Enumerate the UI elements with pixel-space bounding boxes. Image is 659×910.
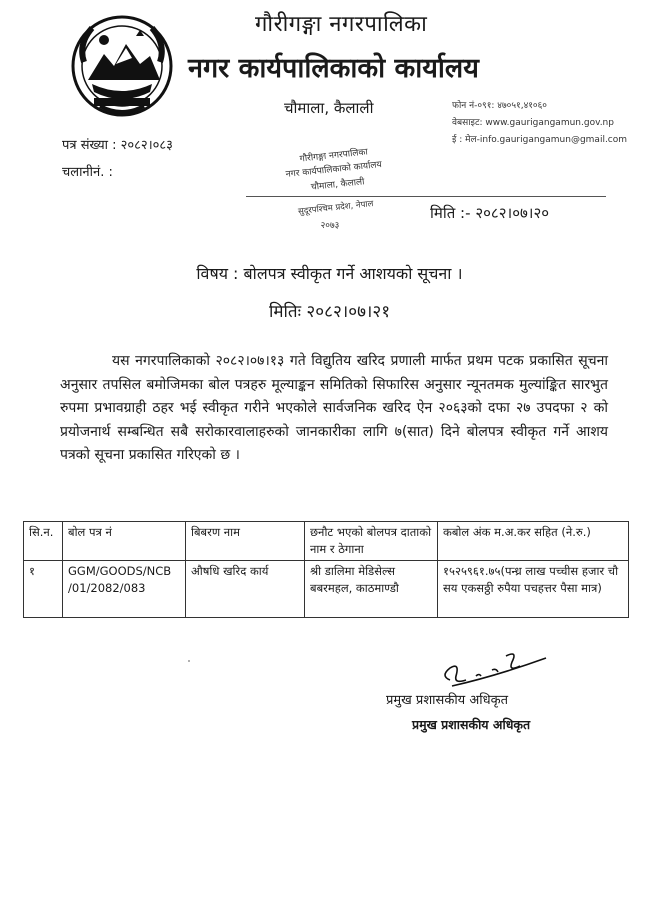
header-bid-number: बोल पत्र नं [63,522,186,561]
office-location: चौमाला, कैलाली [284,99,374,117]
stamp-line-4: सुदूरपश्चिम प्रदेश, नेपाल [297,199,374,217]
website-link[interactable]: वेबसाइट: www.gaurigangamun.gov.np [452,118,614,128]
notice-body: यस नगरपालिकाको २०८२।०७।१३ गते विद्युतिय खरिद प्रणाली मार्फत प्रथम पटक प्रकासित सूचना अनुसार तपसिल बमोजिमका बोल पत्रहरु मूल्याङ्कन समितिको सिफारिस अनुसार न्यूनतमक मुल्यांङ्कित सारभुत रुपमा प्रभावग्राही ठहर भई स्वीकृत गरीने भएकोले सार्वजनिक खरिद ऐन २०६३को दफा २७ उपदफा २ को प्रयोजनार्थ सम्बन्धित सबै सरोकारवालाहरुको जानकारीका लागि ७(सात) दिने बोलपत्र स्वीकृत गर्ने आशय पत्रको सूचना प्रकासित गरिएको छ । [60,353,608,464]
bid-table [23,521,629,618]
letter-date [430,203,549,223]
municipality-emblem-logo [70,14,174,118]
notice-date: मितिः २०८२।०७।२१ [268,302,391,322]
header-bidder: छनौट भएको बोलपत्र दाताको नाम र ठेगाना [305,522,438,561]
date-label: मिति :- [430,204,471,222]
header-divider [246,196,606,197]
header-serial: सि.न. [24,522,63,561]
stamp-line-1: गौरीगङ्गा नगरपालिका [299,147,369,165]
email-address[interactable]: ई : मेल-info.gaurigangamun@gmail.com [452,135,628,145]
table-header-row [24,522,629,561]
reference-label: पत्र संख्या : [62,138,117,153]
signatory-seal: प्रमुख प्रशासकीय अधिकृत [412,717,531,732]
office-stamp [276,142,394,234]
cell-bid-number: GGM/GOODS/NCB /01/2082/083 [63,561,186,618]
signatory-title: प्रमुख प्रशासकीय अधिकृत [386,693,509,708]
municipality-name: गौरीगङ्गा नगरपालिका [255,12,428,37]
header-description: बिबरण नाम [186,522,305,561]
cell-serial: १ [24,561,63,618]
cell-description: औषधि खरिद कार्य [186,561,305,618]
stamp-line-2: नगर कार्यपालिकाको कार्यालय [285,159,383,181]
notice-subject: विषय : बोलपत्र स्वीकृत गर्ने आशयको सूचना । [196,264,463,283]
header-amount: कबोल अंक म.अ.कर सहित (ने.रु.) [438,522,629,561]
signature [436,646,556,690]
cell-amount: १५२५९६१.७५(पन्ध्र लाख पच्चीस हजार चौ सय एकसठ्ठी रुपैया पचहत्तर पैसा मात्र) [438,561,629,618]
stamp-line-3: चौमाला, कैलाली [310,177,366,193]
reference-number [62,135,173,153]
contact-block [452,98,627,149]
cell-bidder: श्री डालिमा मेडिसेल्स बबरमहल, काठमाण्डौ [305,561,438,618]
table-row [24,561,629,618]
reference-value: २०८२।०८३ [120,138,173,153]
phone-number: फोन नं-०९१: ४७०५१,४१०६० [452,101,547,111]
stray-mark [188,660,190,662]
dispatch-number-label: चलानीनं. : [62,165,113,180]
date-value: २०८२।०७।२० [475,204,550,222]
office-name: नगर कार्यपालिकाको कार्यालय [188,53,479,84]
stamp-line-5: २०७३ [320,221,340,231]
